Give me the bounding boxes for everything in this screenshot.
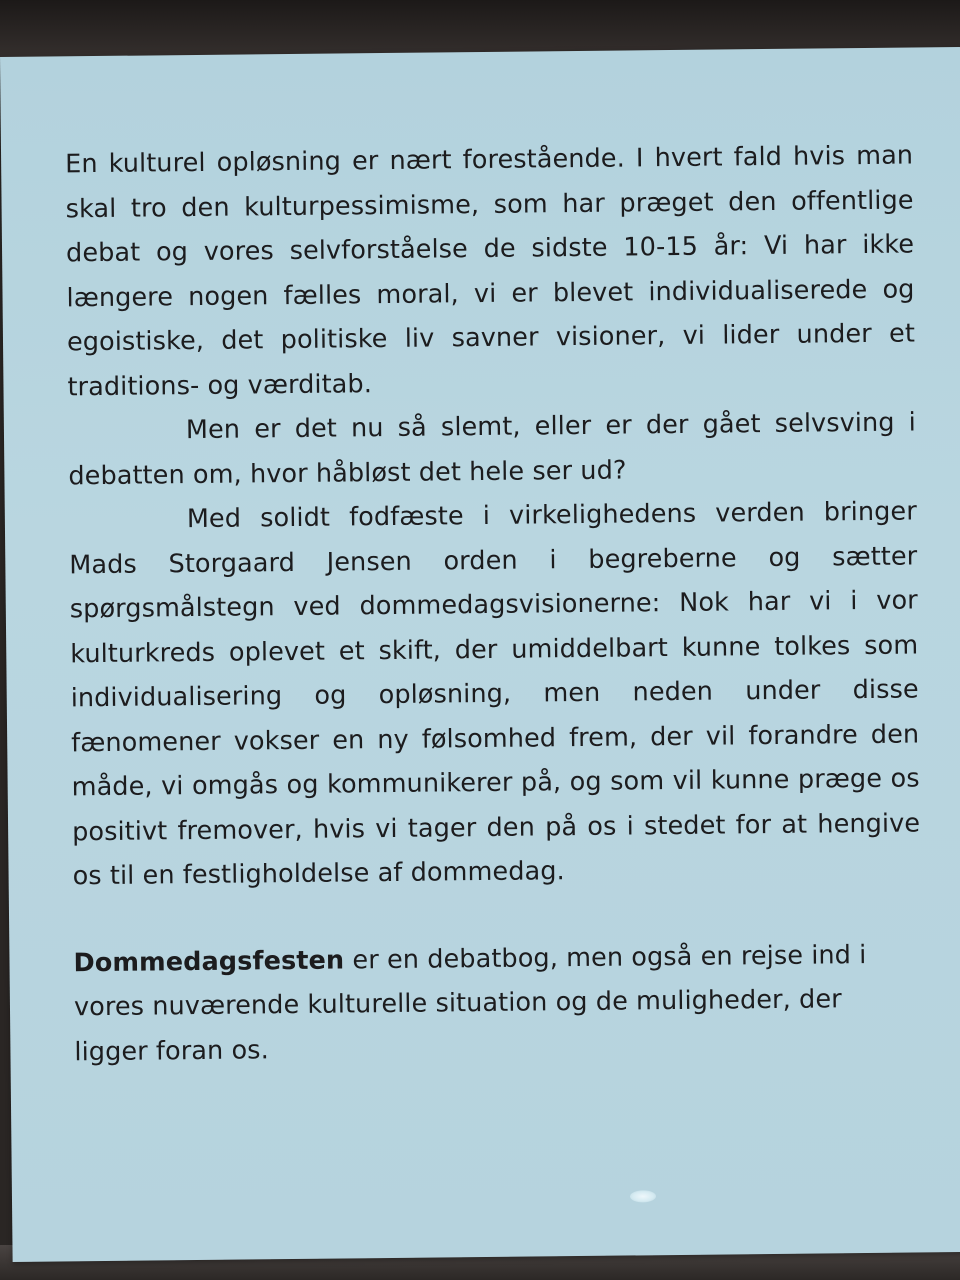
- paragraph-intro: En kulturel opløsning er nært forestående. I hvert fald hvis man skal tro den kulturpessimisme, som har præget den offentlige debat og vores selvforståelse de sidste 10-15 år: Vi har ikke længere nogen fælles moral, vi er blevet individualiserede og egoistiske, det politiske liv savner visioner, vi lider under et traditions- og værditab.: [64, 140, 916, 402]
- book-title: Dommedagsfesten: [73, 944, 345, 978]
- paragraph-question: Men er det nu så slemt, eller er der gået selvsving i debatten om, hvor håbløst det hele ser ud?: [68, 407, 917, 491]
- paragraph-closing: [73, 932, 904, 1074]
- closing-text: er en debatbog, men også en rejse ind i vores nuværende kulturelle situation og de muligheder, der ligger foran os.: [73, 939, 867, 1067]
- cover-scuff-mark: [630, 1190, 656, 1202]
- blurb-text: [65, 133, 923, 1074]
- book-back-cover: [0, 47, 960, 1262]
- paragraph-argument: Med solidt fodfæste i virkelighedens verden bringer Mads Storgaard Jensen orden i begreberne og sætter spørgsmålstegn ved dommedagsvisionerne: Nok har vi i vor kulturkreds oplevet et skift, der umiddelbart kunne tolkes som individualisering og opløsning, men neden under disse fænomener vokser en ny følsomhed frem, der vil forandre den måde, vi omgås og kommunikerer på, og som vil kunne præge os positivt fremover, hvis vi tager den på os i stedet for at hengive os til en festligholdelse af dommedag.: [69, 496, 921, 892]
